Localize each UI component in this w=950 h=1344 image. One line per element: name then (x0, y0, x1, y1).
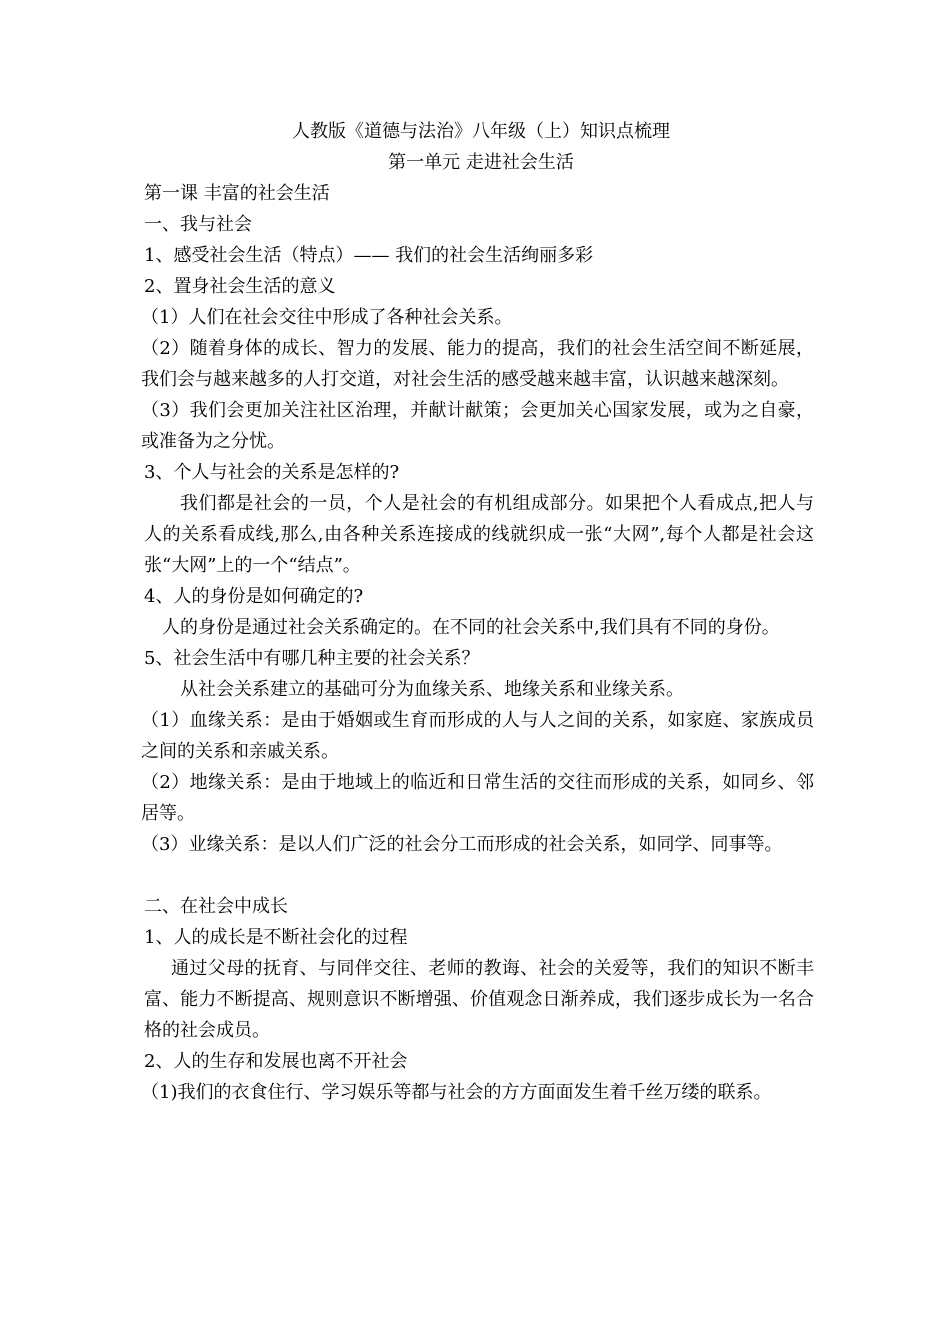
section-heading: 二、在社会中成长 (144, 896, 288, 917)
point-heading: 1、人的成长是不断社会化的过程 (144, 927, 408, 948)
document-title: 人教版《道德与法治》八年级（上）知识点梳理 (292, 121, 670, 142)
section-heading: 一、我与社会 (144, 214, 252, 235)
list-item: （3）我们会更加关注社区治理，并献计献策；会更加关心国家发展，或为之自豪，或准备为之分忧。 (141, 400, 814, 452)
list-item: （1)我们的衣食住行、学习娱乐等都与社会的方方面面发生着千丝万缕的联系。 (141, 1082, 772, 1103)
paragraph: 我们都是社会的一员，个人是社会的有机组成部分。如果把个人看成点,把人与人的关系看成线,那么,由各种关系连接成的线就织成一张“大网”,每个人都是社会这张“大网”上的一个“结点”。 (144, 493, 814, 576)
unit-title: 第一单元 走进社会生活 (388, 152, 574, 173)
paragraph: 通过父母的抚育、与同伴交往、老师的教诲、社会的关爱等，我们的知识不断丰富、能力不断提高、规则意识不断增强、价值观念日渐养成，我们逐步成长为一名合格的社会成员。 (144, 958, 814, 1041)
blank-line (144, 860, 814, 891)
point-heading: 2、人的生存和发展也离不开社会 (144, 1051, 408, 1072)
question-heading: 5、社会生活中有哪几种主要的社会关系？ (144, 648, 480, 669)
list-item: （3）业缘关系：是以人们广泛的社会分工而形成的社会关系，如同学、同事等。 (141, 834, 783, 855)
paragraph: 人的身份是通过社会关系确定的。在不同的社会关系中,我们具有不同的身份。 (162, 617, 780, 638)
list-item: （1）血缘关系：是由于婚姻或生育而形成的人与人之间的关系，如家庭、家族成员之间的关系和亲戚关系。 (141, 710, 814, 762)
question-heading: 3、个人与社会的关系是怎样的? (144, 462, 400, 483)
point-heading: 1、感受社会生活（特点）—— 我们的社会生活绚丽多彩 (144, 245, 594, 266)
list-item: （1）人们在社会交往中形成了各种社会关系。 (141, 307, 513, 328)
list-item: （2）随着身体的成长、智力的发展、能力的提高，我们的社会生活空间不断延展，我们会与越来越多的人打交道，对社会生活的感受越来越丰富，认识越来越深刻。 (141, 338, 814, 390)
point-heading: 2、置身社会生活的意义 (144, 276, 336, 297)
document-page (141, 116, 814, 1108)
list-item: （2）地缘关系：是由于地域上的临近和日常生活的交往而形成的关系，如同乡、邻居等。 (141, 772, 814, 824)
lesson-title: 第一课 丰富的社会生活 (144, 183, 330, 204)
paragraph: 从社会关系建立的基础可分为血缘关系、地缘关系和业缘关系。 (180, 679, 684, 700)
question-heading: 4、人的身份是如何确定的? (144, 586, 364, 607)
